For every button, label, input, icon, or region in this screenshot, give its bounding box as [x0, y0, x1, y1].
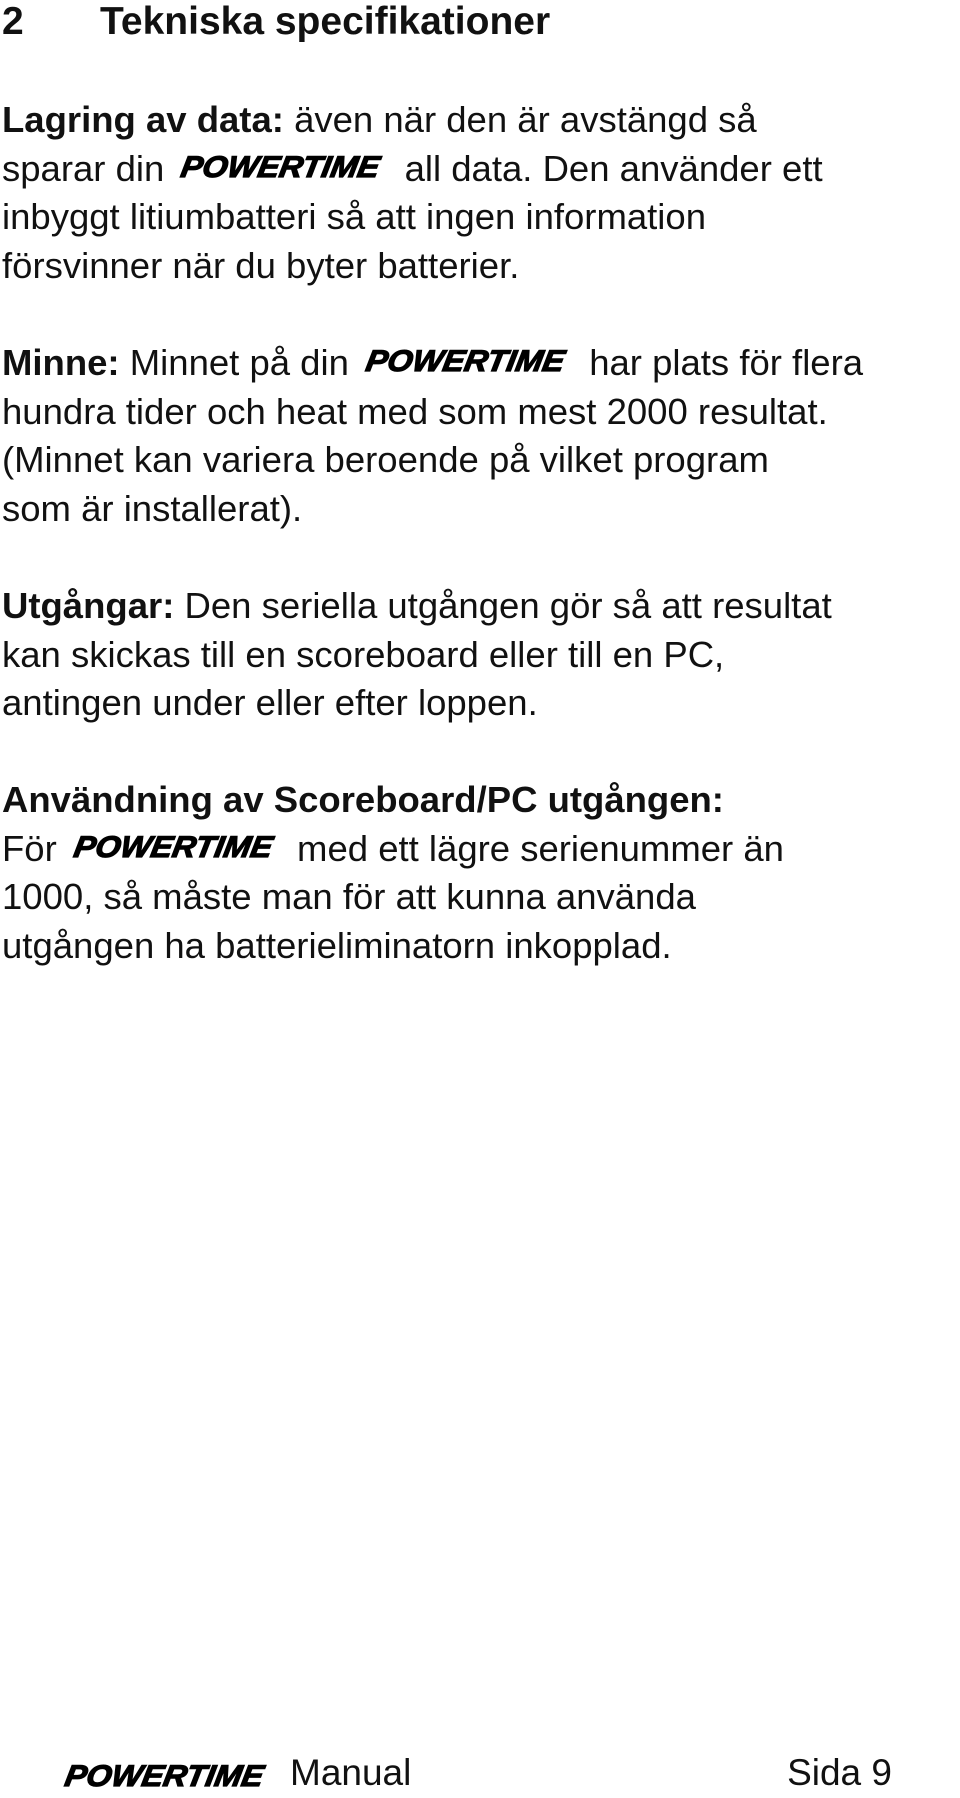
powertime-logo	[62, 1761, 274, 1791]
paragraph-minne	[2, 339, 958, 533]
minne-line-3: (Minnet kan variera beroende på vilket program	[2, 439, 769, 480]
lagring-label: Lagring av data:	[2, 99, 284, 140]
anvandning-line-3: 1000, så måste man för att kunna använda	[2, 876, 696, 917]
anvandning-label: Användning av Scoreboard/PC utgången:	[2, 779, 724, 820]
paragraph-utgangar	[2, 582, 958, 728]
footer-doc-label: Manual	[290, 1752, 412, 1793]
utgangar-text-1: Den seriella utgången gör så att resultat	[184, 585, 832, 626]
lagring-line-3: inbyggt litiumbatteri så att ingen information	[2, 196, 707, 237]
minne-line-2: hundra tider och heat med som mest 2000 resultat.	[2, 390, 828, 432]
anvandning-text-2b: med ett lägre serienummer än	[286, 827, 784, 869]
anvandning-text-2a: För	[2, 827, 67, 869]
utgangar-line-3: antingen under eller efter loppen.	[2, 682, 538, 723]
section-heading	[2, 0, 550, 52]
section-title: Tekniska specifikationer	[100, 0, 551, 43]
anvandning-line-2	[2, 825, 958, 874]
anvandning-line-1	[2, 776, 958, 825]
utgangar-line-1	[2, 582, 958, 631]
lagring-line-2	[2, 145, 958, 194]
lagring-line-1	[2, 96, 958, 145]
footer-page-number: Sida 9	[787, 1752, 892, 1793]
minne-line-1	[2, 339, 958, 388]
utgangar-label: Utgångar:	[2, 585, 175, 626]
powertime-logo	[363, 346, 575, 376]
page-footer	[62, 1749, 892, 1797]
lagring-text-1: även när den är avstängd så	[294, 99, 757, 140]
minne-text-1b: har plats för flera	[579, 342, 864, 383]
lagring-text-2a: sparar din	[2, 147, 175, 189]
minne-text-1a: Minnet på din	[129, 342, 360, 383]
powertime-logo	[71, 832, 283, 862]
minne-line-4: som är installerat).	[2, 487, 303, 529]
lagring-text-2b: all data. Den använder ett	[394, 147, 823, 189]
paragraph-anvandning	[2, 776, 958, 970]
minne-label: Minne:	[2, 342, 120, 383]
powertime-logo	[178, 152, 390, 182]
utgangar-line-2: kan skickas till en scoreboard eller till en PC,	[2, 633, 725, 675]
paragraph-lagring	[2, 96, 958, 290]
lagring-line-4: försvinner när du byter batterier.	[2, 244, 520, 286]
anvandning-line-4: utgången ha batterieliminatorn inkopplad.	[2, 924, 672, 966]
section-number: 2	[2, 0, 24, 43]
